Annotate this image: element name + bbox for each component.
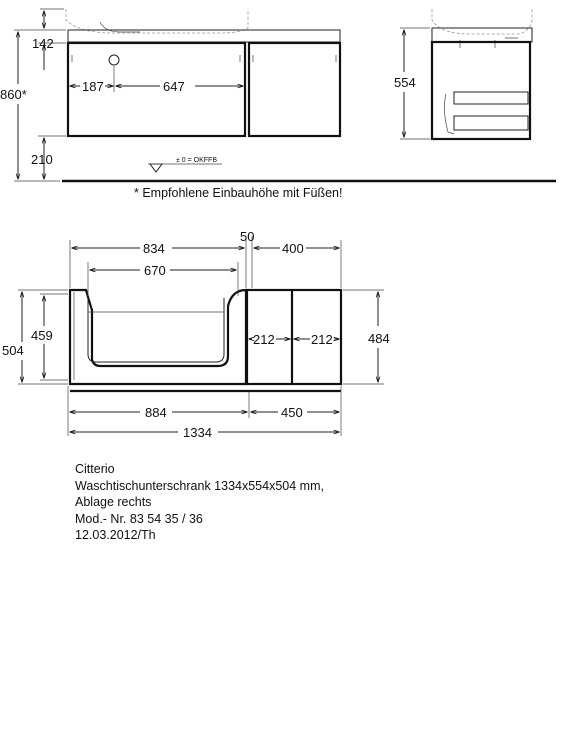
plan-view — [2, 229, 390, 440]
plan-basin — [88, 298, 224, 362]
dim-depth-outer: 504 — [2, 343, 24, 358]
side-view — [394, 9, 532, 139]
drain-circle — [109, 55, 119, 65]
drawing-date: 12.03.2012/Th — [75, 528, 156, 542]
dim-overall-left-width: 834 — [143, 241, 165, 256]
front-right-door — [249, 43, 340, 136]
floor-marker-label: ± 0 = OKFFB — [176, 157, 217, 164]
product-description: Waschtischunterschrank 1334x554x504 mm, — [75, 478, 324, 493]
side-top-slab — [432, 28, 532, 42]
dim-right-width: 400 — [282, 241, 304, 256]
dim-floor-clearance: 210 — [31, 152, 53, 167]
product-info — [75, 461, 324, 544]
front-top-slab — [68, 30, 340, 42]
dim-gap: 50 — [240, 229, 255, 244]
product-variant: Ablage rechts — [75, 495, 152, 509]
dim-bottom-left: 884 — [145, 405, 167, 420]
dim-right-depth: 484 — [368, 331, 390, 346]
side-drawer-upper — [454, 92, 528, 104]
dim-shelf-left: 212 — [253, 332, 275, 347]
front-view — [0, 9, 556, 181]
dim-drain-offset: 187 — [82, 79, 104, 94]
side-drawer-lower — [454, 116, 528, 130]
dim-top-height: 142 — [32, 36, 54, 51]
dim-total-height: 860* — [0, 87, 27, 102]
dim-side-height: 554 — [394, 75, 416, 90]
dim-bottom-right: 450 — [281, 405, 303, 420]
dim-depth-inner: 459 — [31, 328, 53, 343]
plan-left-outline — [70, 290, 246, 384]
dim-basin-width: 670 — [144, 263, 166, 278]
dim-shelf-right: 212 — [311, 332, 333, 347]
model-number: Mod.- Nr. 83 54 35 / 36 — [75, 511, 203, 526]
dim-total-width: 1334 — [183, 425, 212, 440]
floor-marker — [148, 157, 222, 172]
product-name: Citterio — [75, 462, 115, 476]
footnote: * Empfohlene Einbauhöhe mit Füßen! — [134, 186, 343, 200]
dim-left-door-width: 647 — [163, 79, 185, 94]
side-body — [432, 42, 530, 139]
